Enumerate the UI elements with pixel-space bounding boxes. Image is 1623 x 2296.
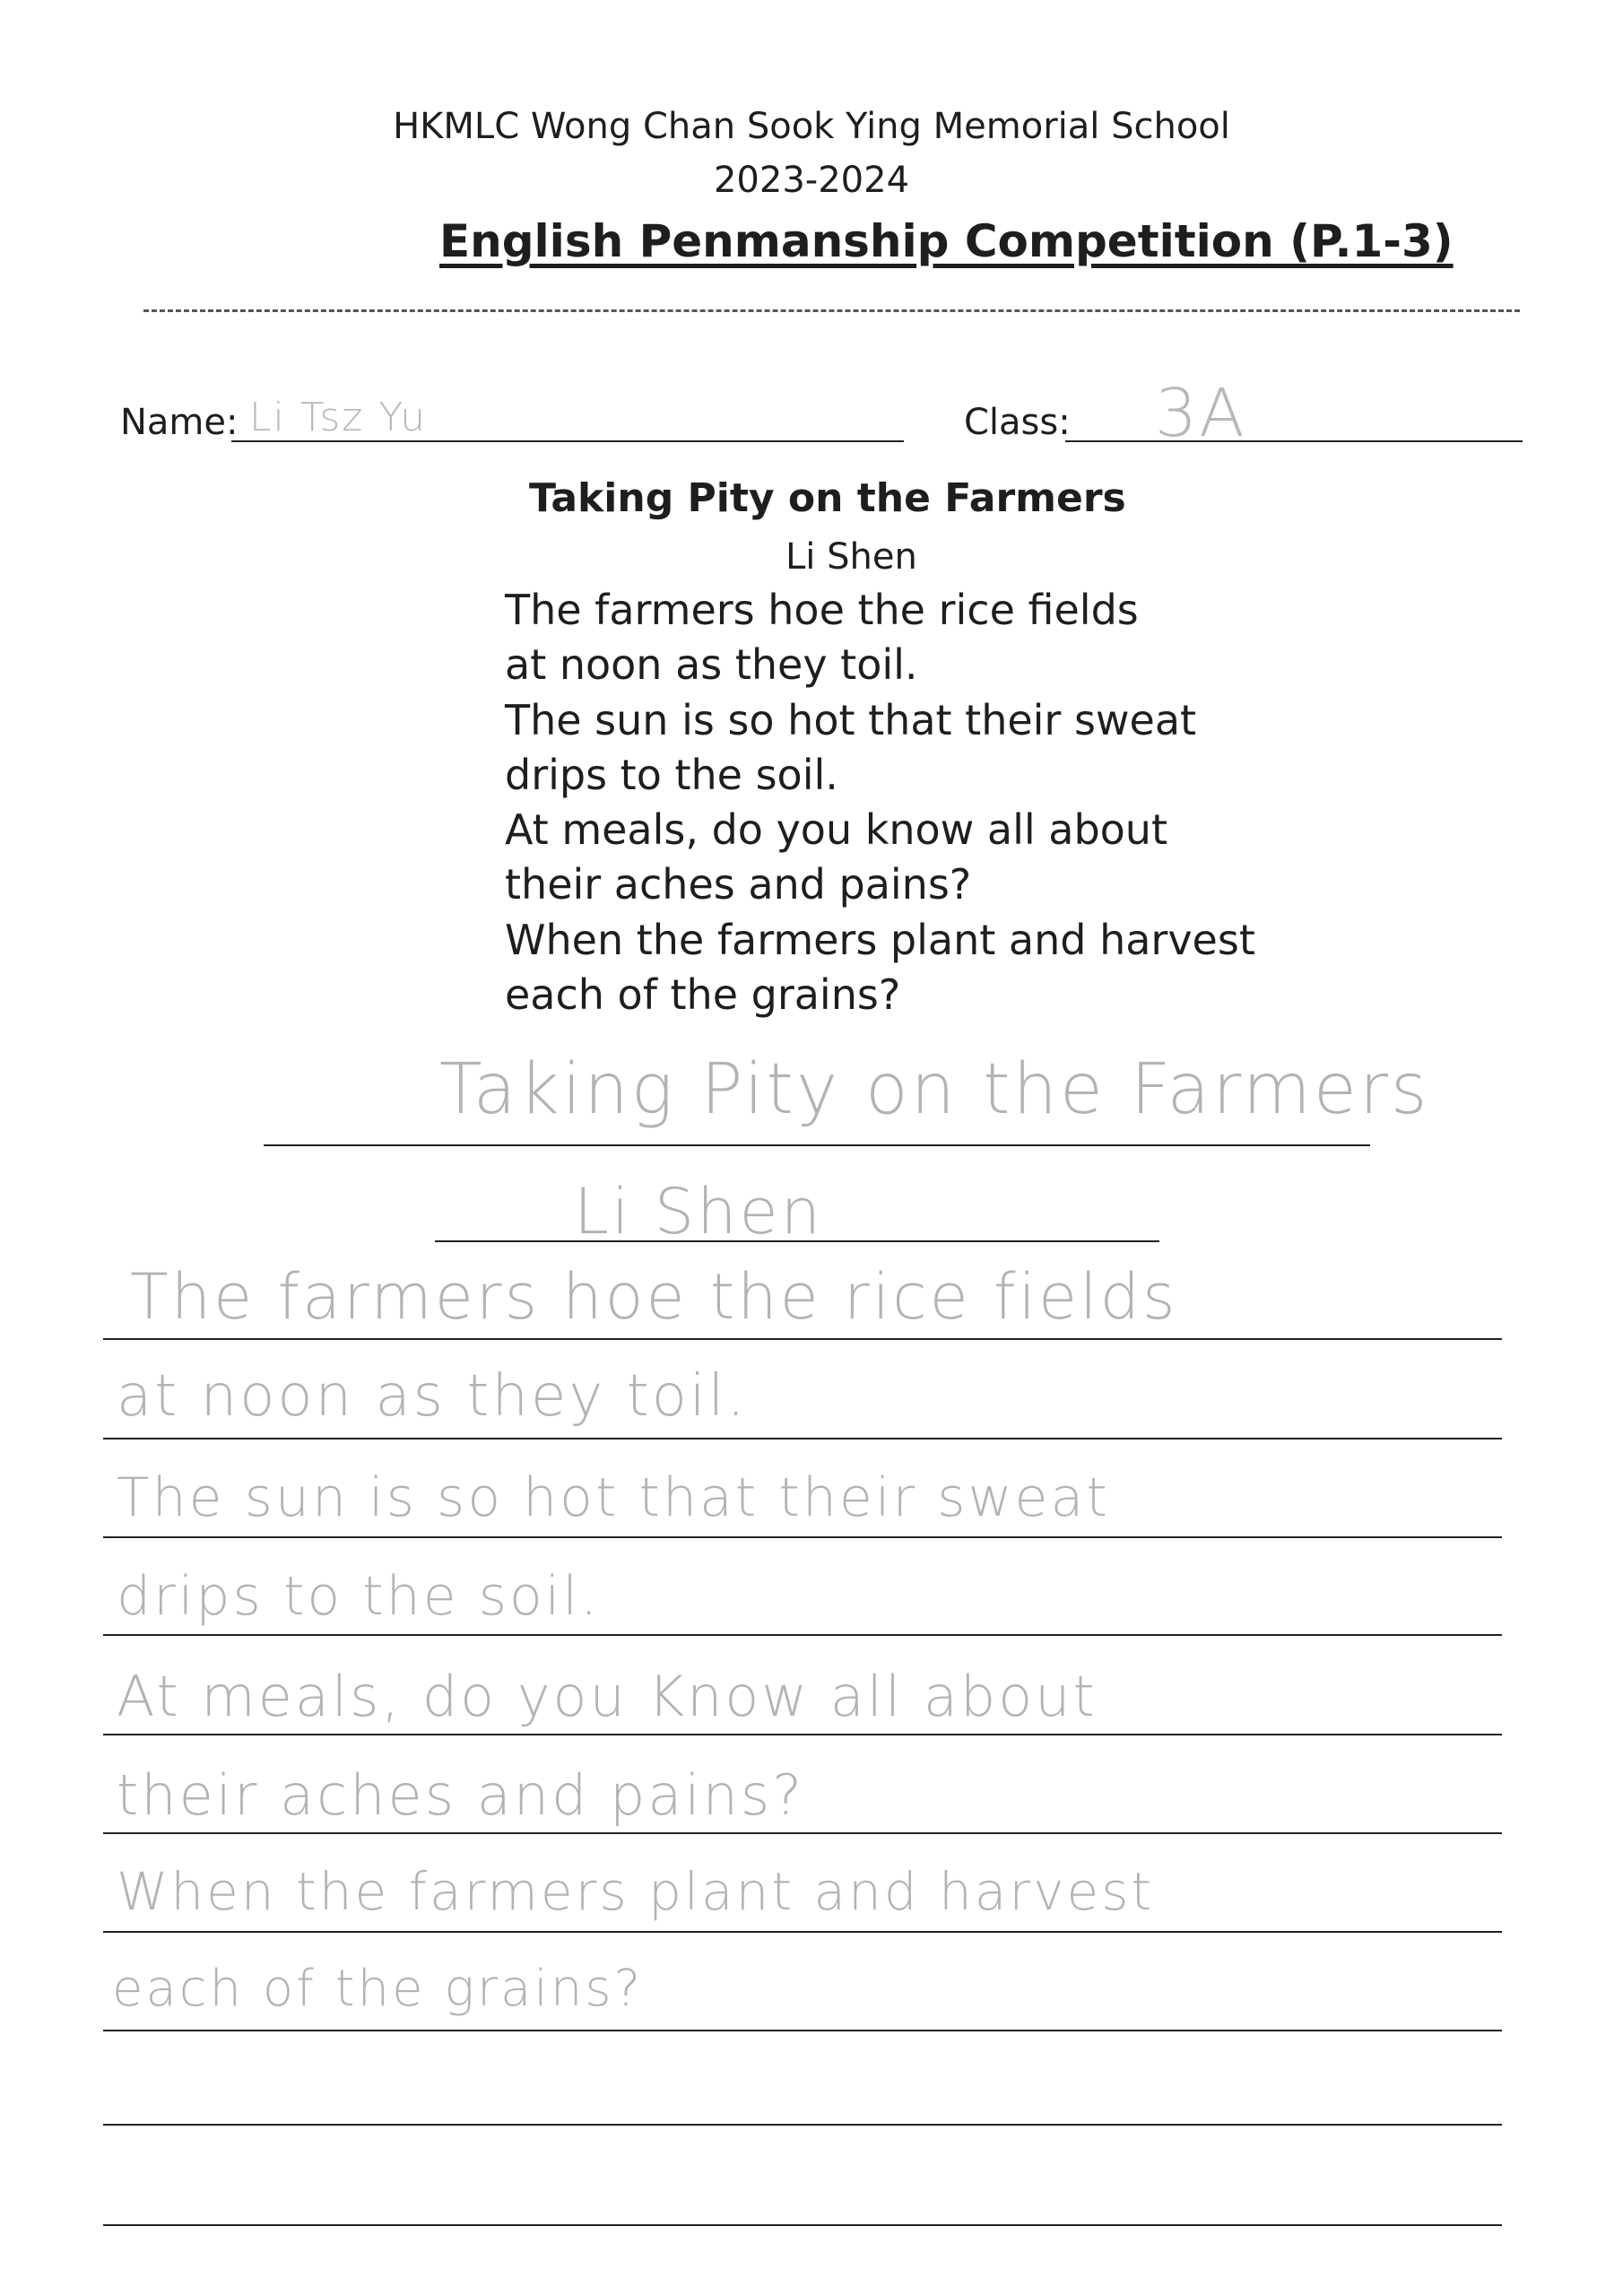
writing-line-title (264, 1144, 1370, 1146)
class-label: Class: (964, 402, 1071, 443)
competition-title: English Penmanship Competition (P.1-3) (439, 215, 1454, 267)
poem-line: The sun is so hot that their sweat (505, 695, 1197, 744)
class-line (1065, 440, 1523, 442)
poem-text (505, 583, 1255, 1022)
poem-title: Taking Pity on the Farmers (529, 475, 1126, 521)
class-field[interactable]: 3A (1155, 375, 1246, 452)
dashed-divider (143, 309, 1520, 312)
handwritten-line[interactable]: When the farmers plant and harvest (117, 1861, 1155, 1922)
school-year: 2023-2024 (713, 160, 910, 201)
handwritten-line[interactable]: drips to the soil. (117, 1565, 601, 1628)
school-name: HKMLC Wong Chan Sook Ying Memorial School (393, 106, 1230, 147)
name-line (231, 440, 904, 442)
handwritten-line[interactable]: their aches and pains? (117, 1762, 805, 1828)
poem-line: When the farmers plant and harvest (505, 915, 1255, 964)
writing-line-author (435, 1240, 1159, 1242)
writing-line (103, 1536, 1502, 1538)
name-label: Name: (120, 402, 239, 443)
writing-line-blank (103, 2124, 1502, 2126)
poem-line: At meals, do you know all about (505, 805, 1167, 855)
poem-line: drips to the soil. (505, 750, 838, 799)
poem-author: Li Shen (785, 536, 917, 578)
writing-line (103, 1338, 1502, 1340)
handwritten-title[interactable]: Taking Pity on the Farmers (439, 1049, 1430, 1130)
writing-line-blank (103, 2224, 1502, 2226)
writing-line (103, 1734, 1502, 1735)
poem-line: their aches and pains? (505, 860, 972, 909)
writing-line (103, 2030, 1502, 2031)
name-field[interactable]: Li Tsz Yu (249, 395, 428, 440)
handwritten-line[interactable]: The farmers hoe the rice fields (130, 1260, 1178, 1334)
writing-line (103, 1634, 1502, 1636)
handwritten-line[interactable]: At meals, do you Know all about (117, 1664, 1098, 1729)
poem-line: at noon as they toil. (505, 640, 918, 690)
poem-line: The farmers hoe the rice fields (505, 586, 1139, 634)
writing-line (103, 1438, 1502, 1439)
handwritten-line[interactable]: each of the grains? (112, 1960, 644, 2018)
writing-line (103, 1931, 1502, 1933)
handwritten-line[interactable]: The sun is so hot that their sweat (117, 1466, 1110, 1529)
handwritten-line[interactable]: at noon as they toil. (117, 1363, 748, 1430)
handwritten-author[interactable]: Li Shen (574, 1175, 823, 1248)
writing-line (103, 1832, 1502, 1834)
poem-line: each of the grains? (505, 970, 901, 1020)
